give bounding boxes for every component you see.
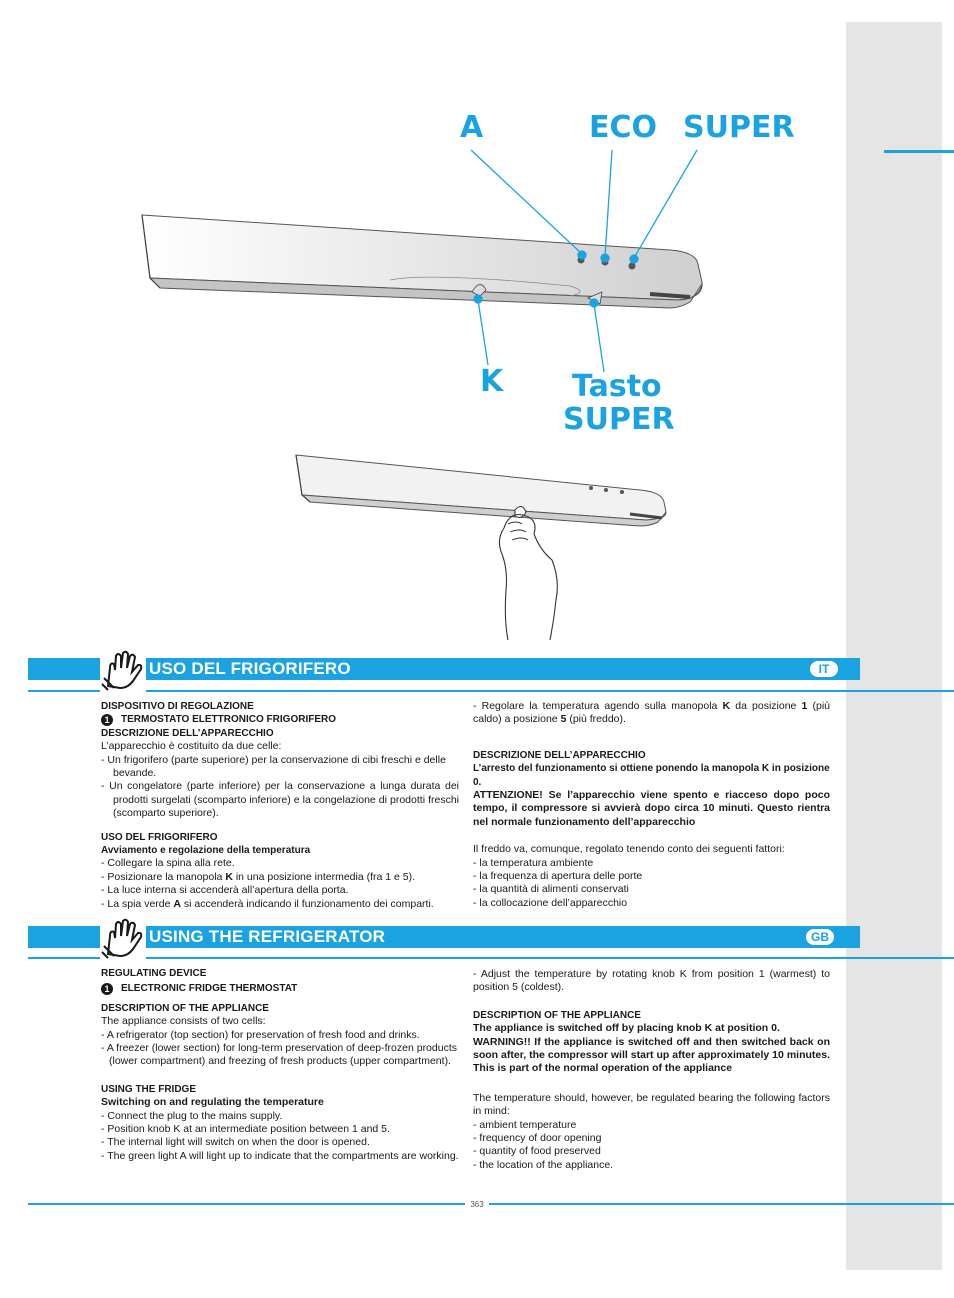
it-right-column [473, 700, 830, 910]
hand-icon [100, 648, 146, 692]
it-stop-text: L’arresto del funzionamento si ottiene ponendo la manopola K in posizione 0. [473, 763, 830, 788]
it-left-column [101, 700, 459, 911]
it-step-1: - Collegare la spina alla rete. [101, 857, 235, 870]
number-1-badge: 1 [101, 714, 113, 726]
callout-lines [0, 0, 954, 460]
label-super: SUPER [683, 110, 795, 145]
gb-step-3: - The internal light will switch on when the door is opened. [101, 1136, 370, 1149]
gb-cell-1: - A refrigerator (top section) for preservation of fresh food and drinks. [101, 1028, 420, 1041]
gb-lang-badge: GB [806, 929, 834, 945]
it-step-4: - La spia verde A si accenderà indicando il funzionamento dei comparti. [101, 897, 434, 910]
it-heading-description: DESCRIZIONE DELL’APPARECCHIO [101, 727, 274, 739]
page-number: 363 [465, 1200, 489, 1209]
label-tasto: Tasto [572, 369, 662, 404]
number-1-badge: 1 [101, 983, 113, 995]
hand-icon [100, 916, 146, 960]
it-factors-intro: Il freddo va, comunque, regolato tenendo conto dei seguenti fattori: [473, 843, 785, 856]
gb-right-column [473, 968, 830, 1172]
it-regulate-text: - Regolare la temperatura agendo sulla manopola K da posizione 1 (più caldo) a posizione 5 (più freddo). [473, 700, 831, 726]
label-tasto-super: SUPER [563, 402, 675, 437]
gb-factors-intro: The temperature should, however, be regulated bearing the following factors in mind: [473, 1091, 830, 1118]
gb-warning-text: WARNING!! If the appliance is switched off and then switched back on soon after, the compressor will start up after approximately 10 minutes. This is part of the normal operation of the appliance [473, 1035, 830, 1075]
gb-band-line [28, 957, 954, 959]
gb-intro: The appliance consists of two cells: [101, 1015, 266, 1028]
it-subheading-avviamento: Avviamento e regolazione della temperatura [101, 845, 311, 857]
gb-factor-3: - quantity of food preserved [473, 1145, 601, 1158]
gb-heading-thermostat: ELECTRONIC FRIDGE THERMOSTAT [121, 983, 298, 995]
gb-step-1: - Connect the plug to the mains supply. [101, 1109, 283, 1122]
it-factor-1: - la temperatura ambiente [473, 856, 594, 869]
gb-subheading-switching: Switching on and regulating the temperature [101, 1096, 324, 1109]
footer-line [28, 1203, 954, 1205]
it-section-band [28, 658, 860, 680]
gb-step-2: - Position knob K at an intermediate position between 1 and 5. [101, 1123, 390, 1136]
it-step-2: - Posizionare la manopola K in una posizione intermedia (fra 1 e 5). [101, 870, 416, 883]
gb-heading-regulating: REGULATING DEVICE [101, 968, 207, 979]
it-factor-4: - la collocazione dell’apparecchio [473, 896, 628, 909]
label-k: K [480, 364, 504, 399]
gb-heading-description-right: DESCRIPTION OF THE APPLIANCE [473, 1009, 641, 1021]
gb-cell-2: - A freezer (lower section) for long-term preservation of deep-frozen products (lower compartment) and freezing of fresh products (upper compartment). [101, 1042, 457, 1068]
it-factor-2: - la frequenza di apertura delle porte [473, 870, 643, 883]
it-heading-regulating: DISPOSITIVO DI REGOLAZIONE [101, 701, 254, 712]
it-heading-description-right: DESCRIZIONE DELL’APPARECCHIO [473, 749, 646, 761]
it-band-line [28, 690, 954, 692]
gb-section-title: USING THE REFRIGERATOR [149, 927, 386, 946]
it-cell-1: - Un frigorifero (parte superiore) per la conservazione di cibi freschi e delle bevande. [101, 753, 446, 780]
gb-stop-text: The appliance is switched off by placing knob K at position 0. [473, 1022, 780, 1035]
gb-adjust-text: - Adjust the temperature by rotating knob K from position 1 (warmest) to position 5 (coldest). [473, 968, 830, 994]
gb-factor-1: - ambient temperature [473, 1118, 577, 1131]
gb-heading-description: DESCRIPTION OF THE APPLIANCE [101, 1002, 269, 1014]
hand-knob-illustration [290, 450, 690, 650]
it-step-3: - La luce interna si accenderà all’apertura della porta. [101, 884, 349, 897]
it-section-title: USO DEL FRIGORIFERO [149, 659, 351, 678]
it-heading-uso: USO DEL FRIGORIFERO [101, 831, 218, 843]
it-cell-2: - Un congelatore (parte inferiore) per la conservazione a lunga durata dei prodotti surgelati (scomparto inferiore) e la congelazione di prodotti freschi (scomparto superiore). [101, 780, 459, 820]
label-a: A [460, 110, 484, 145]
label-eco: ECO [589, 110, 658, 145]
it-warning-text: ATTENZIONE! Se l’apparecchio viene spento e riacceso dopo poco tempo, il compressore si avvierà dopo circa 10 minuti. Questo rientra nel normale funzionamento dell’apparecchio [473, 789, 830, 828]
it-intro: L’apparecchio è costituito da due celle: [101, 740, 282, 753]
gb-left-column [101, 967, 459, 1163]
it-lang-badge: IT [810, 661, 838, 677]
gb-factor-2: - frequency of door opening [473, 1132, 602, 1145]
gb-section-band [28, 926, 860, 948]
gb-heading-using: USING THE FRIDGE [101, 1083, 197, 1095]
it-factor-3: - la quantità di alimenti conservati [473, 883, 629, 896]
gb-step-4: - The green light A will light up to indicate that the compartments are working. [101, 1149, 459, 1162]
gb-factor-4: - the location of the appliance. [473, 1158, 614, 1171]
it-heading-thermostat: TERMOSTATO ELETTRONICO FRIGORIFERO [121, 714, 336, 726]
